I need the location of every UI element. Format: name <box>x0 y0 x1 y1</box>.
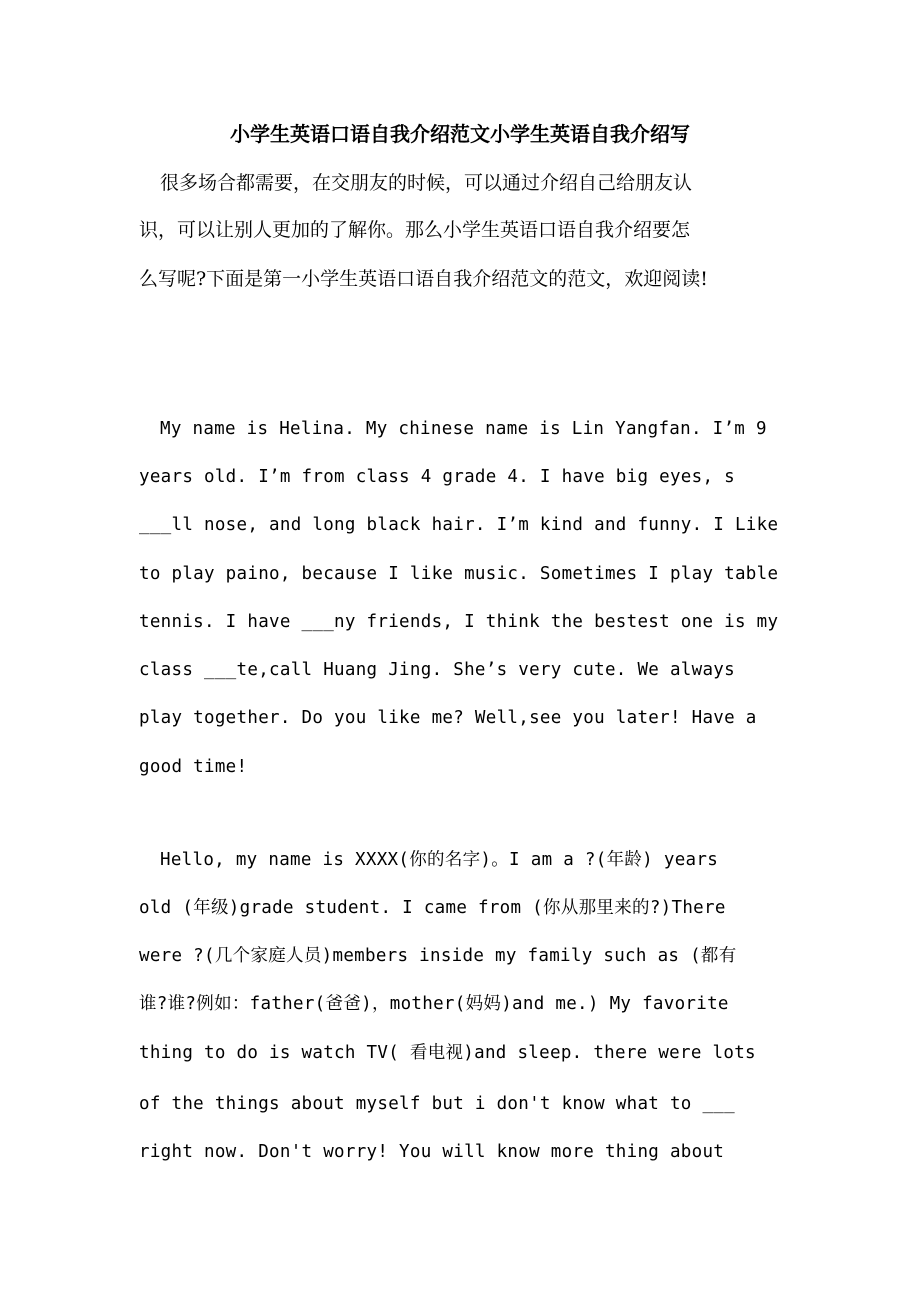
essay1-line-5: tennis. I have ___ny friends, I think the bestest one is my <box>139 612 779 632</box>
document-title: 小学生英语口语自我介绍范文小学生英语自我介绍写 <box>230 122 690 146</box>
intro-line-2: 识，可以让别人更加的了解你。那么小学生英语口语自我介绍要怎 <box>139 219 691 241</box>
essay1-line-4: to play paino, because I like music. Sometimes I play table <box>139 564 779 584</box>
essay1-line-6: class ___te,call Huang Jing. She’s very cute. We always <box>139 660 735 680</box>
essay2-line-1: Hello, my name is XXXX(你的名字)。I am a ?(年龄) years <box>160 850 719 870</box>
essay2-line-6: of the things about myself but i don't know what to ___ <box>139 1094 735 1114</box>
essay2-line-7: right now. Don't worry! You will know more thing about <box>139 1142 725 1162</box>
essay1-line-1: My name is Helina. My chinese name is Lin Yangfan. I’m 9 <box>160 419 767 439</box>
essay2-line-4: 谁?谁?例如：father(爸爸)，mother(妈妈)and me.) My favorite <box>139 994 729 1014</box>
essay1-line-7: play together. Do you like me? Well,see you later! Have a <box>139 708 757 728</box>
intro-line-1: 很多场合都需要，在交朋友的时候，可以通过介绍自己给朋友认 <box>160 172 693 194</box>
essay2-line-3: were ?(几个家庭人员)members inside my family such as (都有 <box>139 946 737 966</box>
essay1-line-2: years old. I’m from class 4 grade 4. I have big eyes, s <box>139 467 735 487</box>
essay1-line-3: ___ll nose, and long black hair. I’m kind and funny. I Like <box>139 515 779 535</box>
essay2-line-5: thing to do is watch TV( 看电视)and sleep. there were lots <box>139 1043 756 1063</box>
intro-line-3: 么写呢?下面是第一小学生英语口语自我介绍范文的范文，欢迎阅读! <box>139 268 708 290</box>
essay1-line-8: good time! <box>139 757 248 777</box>
essay2-line-2: old (年级)grade student. I came from (你从那里来的?)There <box>139 898 726 918</box>
